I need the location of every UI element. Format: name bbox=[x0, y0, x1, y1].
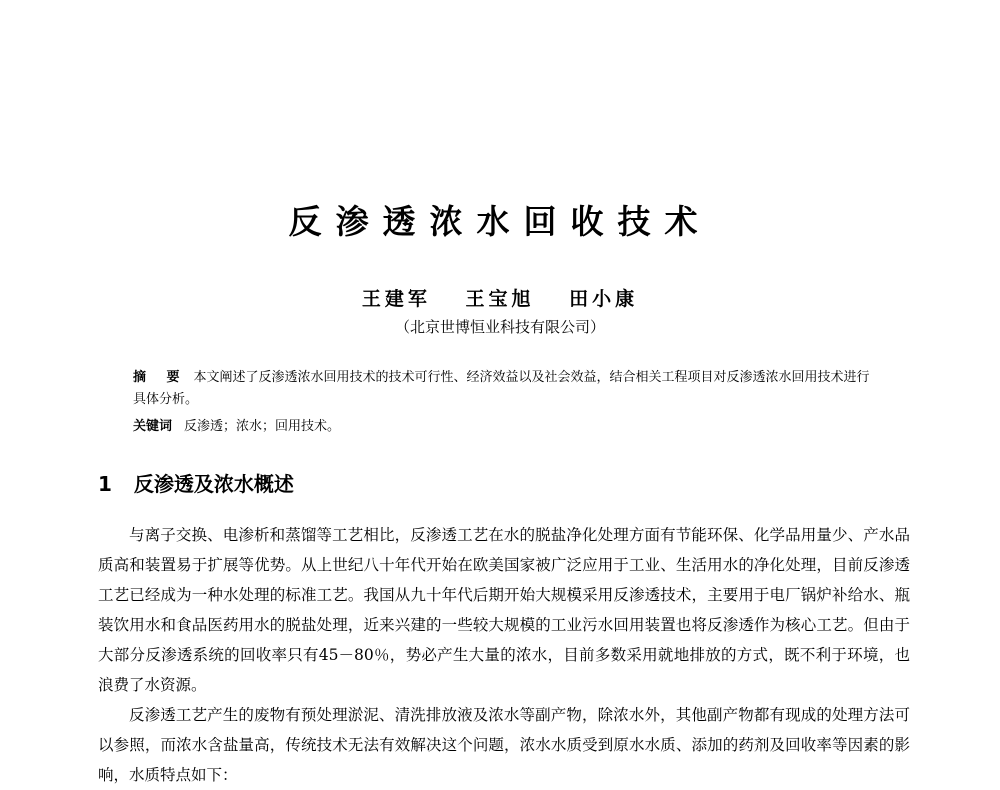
author-name: 王建军 bbox=[361, 288, 431, 310]
section-title: 反渗透及浓水概述 bbox=[133, 472, 294, 496]
section-heading bbox=[98, 468, 294, 497]
section-number: 1 bbox=[98, 472, 112, 496]
abstract-text: 本文阐述了反渗透浓水回用技术的技术可行性、经济效益以及社会效益，结合相关工程项目对反渗透浓水回用技术进行具体分析。 bbox=[133, 370, 870, 407]
paper-title: 反渗透浓水回收技术 bbox=[288, 202, 712, 241]
affiliation: （北京世博恒业科技有限公司） bbox=[394, 318, 605, 336]
keywords-label: 关键词 bbox=[133, 419, 173, 434]
paragraph: 反渗透工艺产生的废物有预处理淤泥、清洗排放液及浓水等副产物，除浓水外，其他副产物都有现成的处理方法可以参照，而浓水含盐量高，传统技术无法有效解决这个问题，浓水水质受到原水水质、添加的药剂及回收率等因素的影响，水质特点如下： bbox=[98, 706, 910, 784]
abstract-label: 摘 要 bbox=[133, 370, 188, 385]
keywords bbox=[133, 415, 340, 434]
body-text bbox=[98, 520, 910, 790]
abstract bbox=[133, 367, 873, 411]
keywords-text: 反渗透；浓水；回用技术。 bbox=[184, 419, 341, 434]
author-list bbox=[0, 284, 1000, 311]
author-name: 王宝旭 bbox=[465, 288, 535, 310]
author-name: 田小康 bbox=[569, 288, 639, 310]
paragraph: 与离子交换、电渗析和蒸馏等工艺相比，反渗透工艺在水的脱盐净化处理方面有节能环保、化学品用量少、产水品质高和装置易于扩展等优势。从上世纪八十年代开始在欧美国家被广泛应用于工业、生活用水的净化处理，目前反渗透工艺已经成为一种水处理的标准工艺。我国从九十年代后期开始大规模采用反渗透技术，主要用于电厂锅炉补给水、瓶装饮用水和食品医药用水的脱盐处理，近来兴建的一些较大规模的工业污水回用装置也将反渗透作为核心工艺。但由于大部分反渗透系统的回收率只有45－80％，势必产生大量的浓水，目前多数采用就地排放的方式，既不利于环境，也浪费了水资源。 bbox=[98, 526, 910, 694]
